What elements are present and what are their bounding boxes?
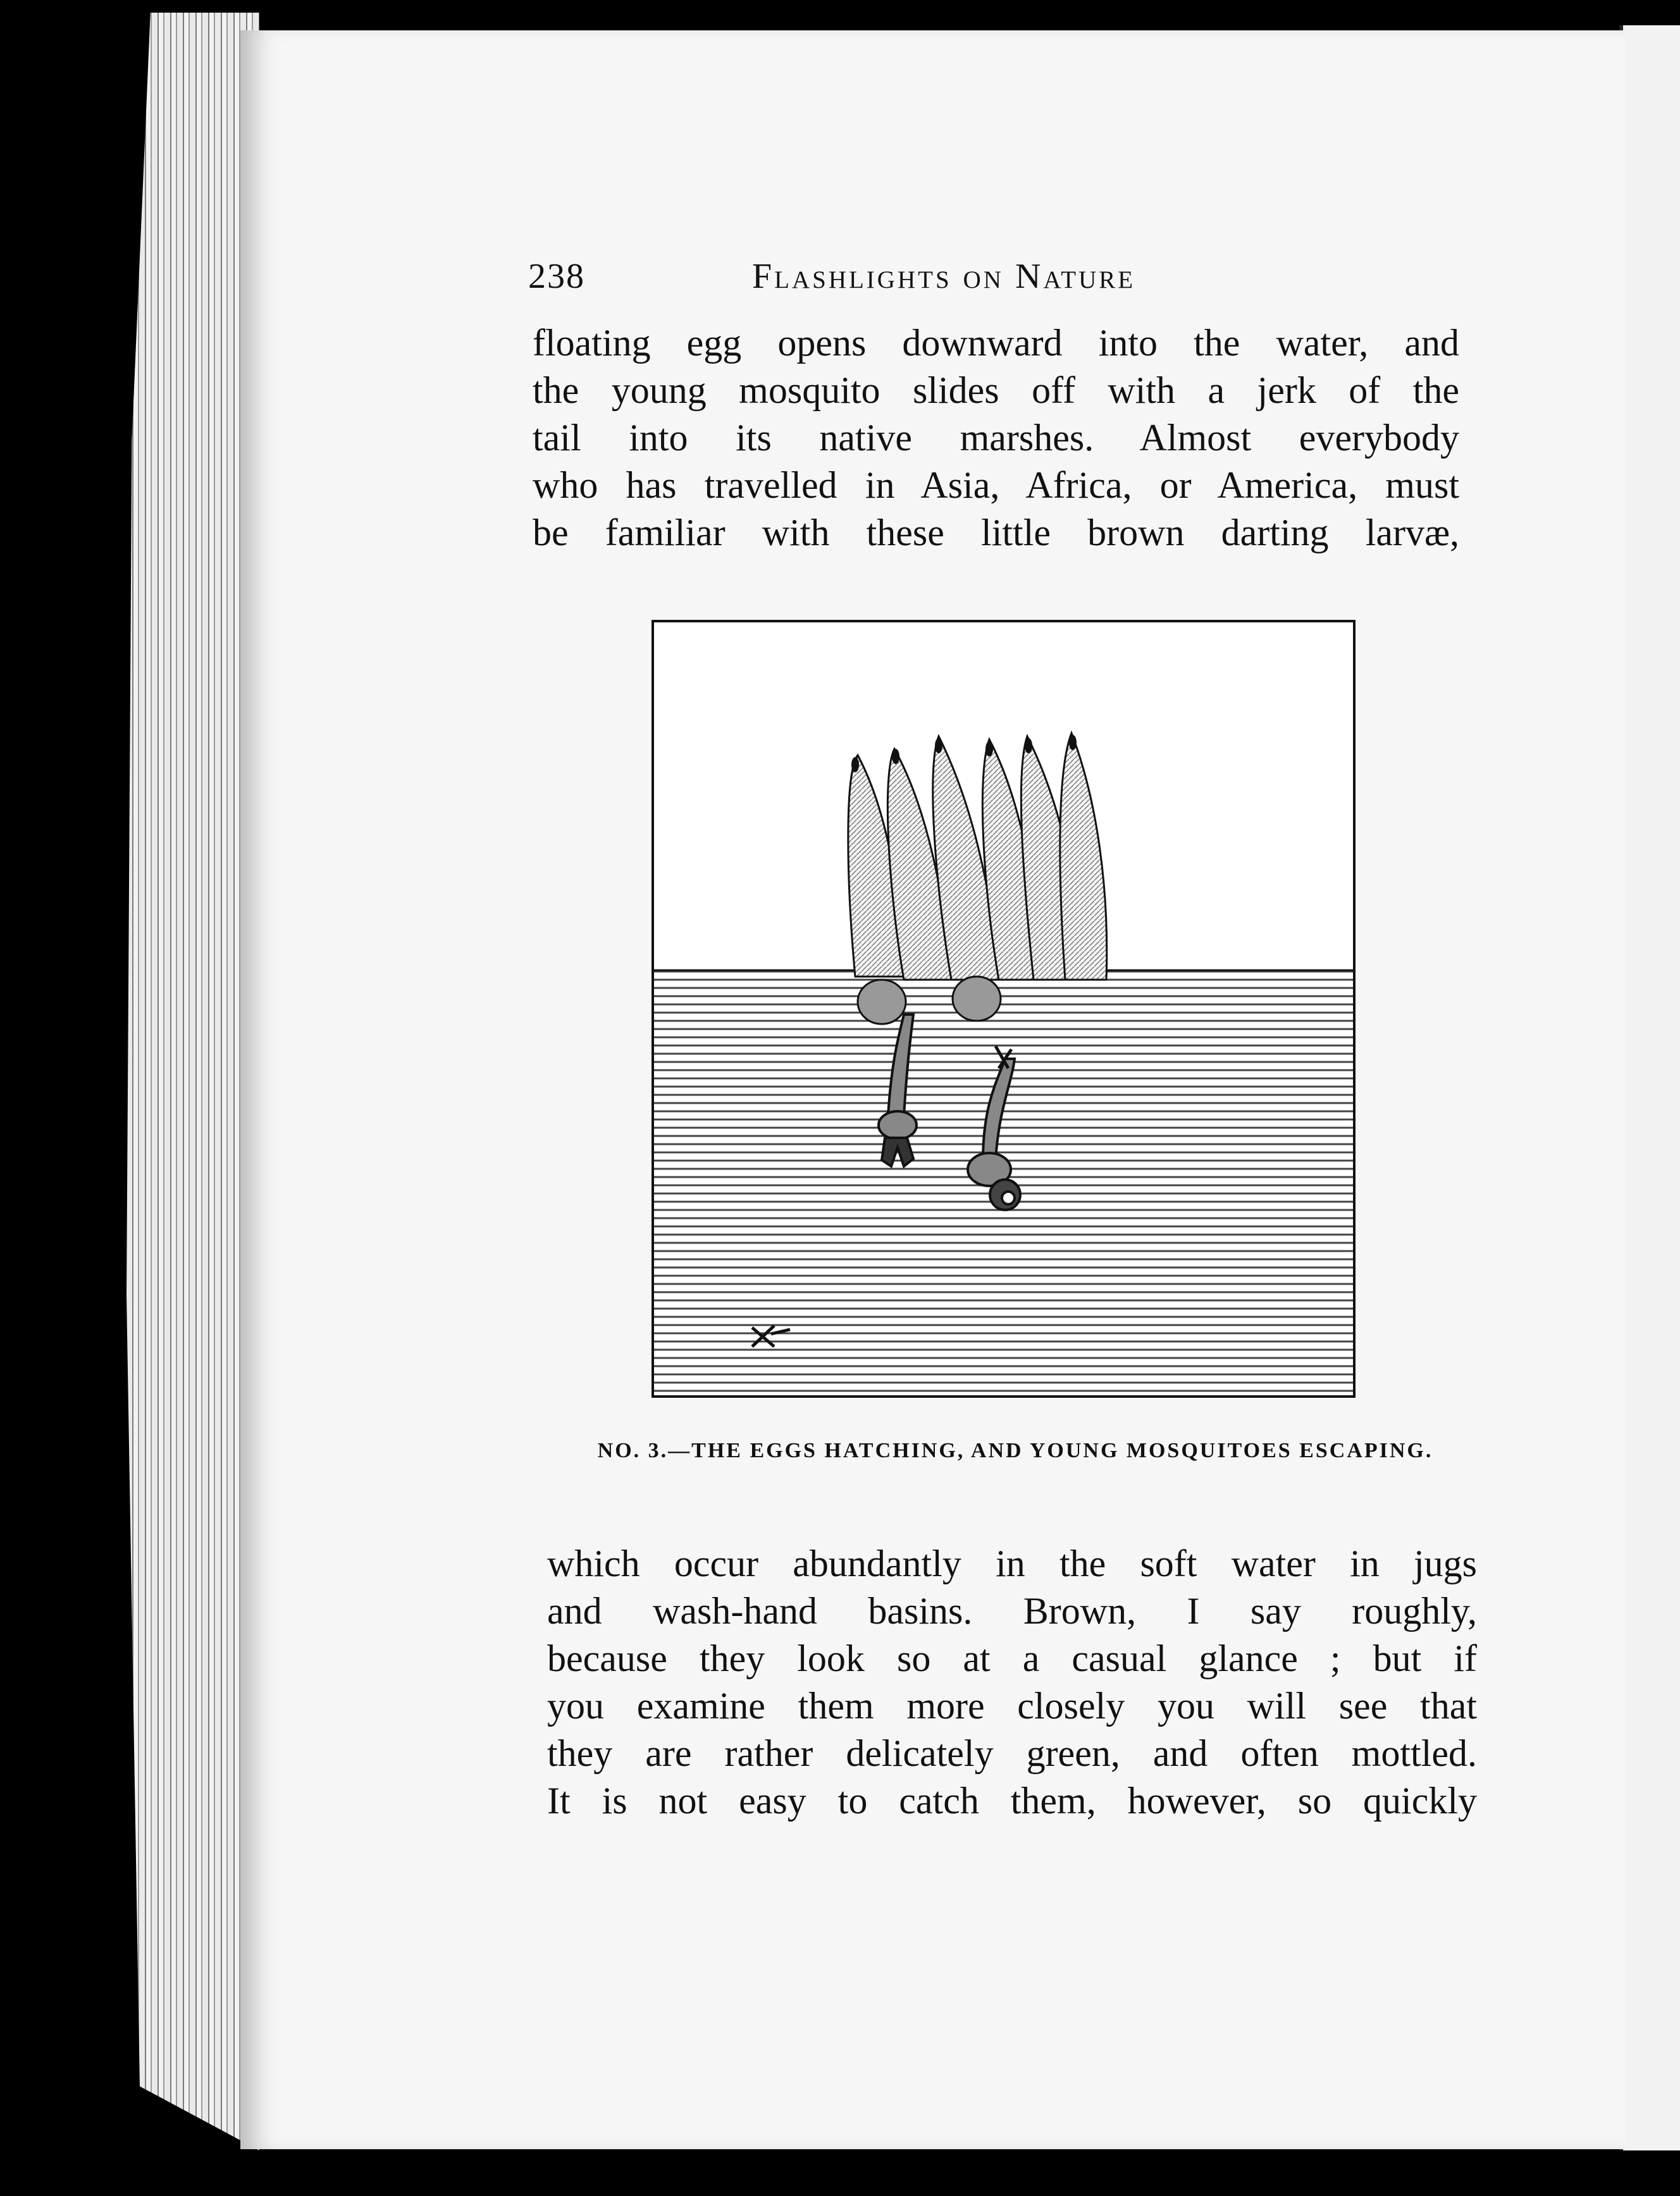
text-line: floating egg opens downward into the water, and: [533, 322, 1459, 364]
text-line: they are rather delicately green, and often mottled.: [547, 1732, 1477, 1774]
facing-page-edge: [1619, 25, 1680, 2150]
text-line: the young mosquito slides off with a jerk of the: [533, 369, 1459, 411]
body-text-bottom: [547, 1540, 1477, 1825]
text-line: tail into its native marshes. Almost everybody: [533, 417, 1459, 459]
text-line: you examine them more closely you will see that: [547, 1685, 1477, 1727]
text-line: It is not easy to catch them, however, so quickly: [547, 1780, 1477, 1822]
text-line: because they look so at a casual glance ; but if: [547, 1638, 1477, 1679]
engraving: [654, 622, 1353, 1395]
page-number: 238: [528, 257, 585, 296]
egg-raft: [848, 733, 1107, 980]
running-head: [528, 256, 1237, 307]
mosquito-eggs-illustration: [652, 620, 1356, 1398]
book-page-edges: [127, 13, 259, 2150]
body-text-top: [533, 319, 1459, 557]
text-line: and wash-hand basins. Brown, I say roughly,: [547, 1590, 1477, 1632]
text-line: which occur abundantly in the soft water in jugs: [547, 1543, 1477, 1584]
running-title: Flashlights on Nature: [752, 257, 1136, 296]
figure-caption: NO. 3.—THE EGGS HATCHING, AND YOUNG MOSQUITOES ESCAPING.: [597, 1439, 1433, 1462]
text-line: be familiar with these little brown darting larvæ,: [533, 512, 1459, 553]
text-line: who has travelled in Asia, Africa, or America, must: [533, 464, 1459, 506]
